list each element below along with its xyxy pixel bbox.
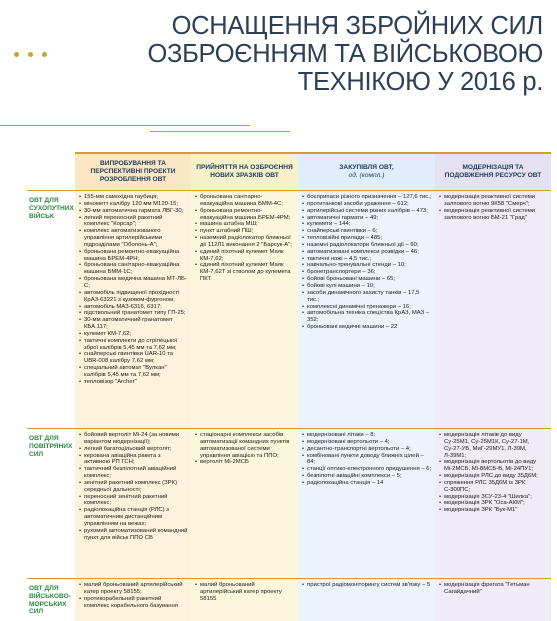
list-item: • радіолокаційна станція – 14 — [302, 480, 432, 487]
table-cell — [298, 190, 435, 428]
table-cell — [298, 578, 435, 621]
list-item: • автомобіль підвищеної прохідності КрАЗ-63221 з кузовом-фургоном; — [79, 290, 188, 304]
list-item: • малий броньований артилерійський катер проекту 58155 — [195, 582, 295, 603]
item-list — [439, 432, 548, 514]
list-item: • спряження РЛС 35Д6М із ЗРК С-300ПС; — [439, 480, 548, 494]
list-item: • 155-мм самохідна гаубиця; — [79, 194, 188, 201]
list-item: • бойові кулі машини – 10; — [302, 283, 432, 290]
list-item: • артилерійські системи різних калібрів – 473; — [302, 208, 432, 215]
list-item: • комплексні динамічні тренажери – 16; — [302, 304, 432, 311]
list-item: • тактичні ножі – 4,5 тис.; — [302, 256, 432, 263]
table-cell — [191, 578, 298, 621]
header-procurement-unit: од. (компл.) — [348, 172, 385, 179]
list-item: • кулемети – 144; — [302, 221, 432, 228]
list-item: • модернізовані літаки – 8; — [302, 432, 432, 439]
header-procurement — [298, 152, 435, 190]
item-list — [439, 582, 548, 596]
list-item: • пристрої радіомоніторингу систем зв'язку – 5 — [302, 582, 432, 589]
list-item: • мінометт калібру 120 мм М120-15; — [79, 201, 188, 208]
list-item: • тепловізор "Archer" — [79, 379, 188, 386]
header-testing-projects: ВИПРОБУВАННЯ ТА ПЕРСПЕКТИВНІ ПРОЕКТИ РОЗРОБЛЕННЯ ОВТ — [75, 152, 191, 190]
list-item: • станції оптико-електронного придушення – 6; — [302, 466, 432, 473]
list-item: • наземний радіолокатор ближньої дії 112Л1 виконання 2 "Барсук-А"; — [195, 235, 295, 249]
list-item: • комплекс автоматизованого управління артилерійськими підрозділами "Оболонь-А"; — [79, 228, 188, 249]
list-item: • броньована ремонтно-евакуаційна машина БРЕМ-4РМ; — [195, 208, 295, 222]
list-item: • тактичний безпілотний авіаційний комплекс; — [79, 466, 188, 480]
item-list — [195, 194, 295, 283]
table-cell — [75, 578, 191, 621]
table-cell — [435, 428, 551, 578]
list-item: • автоматизовані комплекси розвідки – 46; — [302, 249, 432, 256]
header-empty — [27, 152, 75, 190]
item-list — [79, 194, 188, 386]
list-item: • тактичні комплекти до стрілецької зброї калібрів 5,45 мм та 7,62 мм; — [79, 338, 188, 352]
item-list — [439, 194, 548, 221]
table-cell — [435, 190, 551, 428]
row-label: ОВТ ДЛЯ ПОВІТРЯНИХ СИЛ — [27, 428, 75, 578]
list-item: • десантно-транспортні вертольоти – 4; — [302, 446, 432, 453]
list-item: • снайперські гвинтівки – 6; — [302, 228, 432, 235]
list-item: • безпілотні авіаційні комплекси – 5; — [302, 473, 432, 480]
list-item: • броньована ремонтно-евакуаційна машина БРЕМ-4РН; — [79, 249, 188, 263]
title-line-3: ТЕХНІКОЮ У 2016 р. — [297, 68, 543, 96]
item-list — [195, 582, 295, 603]
header-adoption: ПРИЙНЯТТЯ НА ОЗБРОЄННЯ НОВИХ ЗРАЗКІВ ОВТ — [191, 152, 298, 190]
list-item: • пункт штабний ПШ; — [195, 228, 295, 235]
list-item: • модернізація літаків до виду Су-25М1, Су-25М1К, Су-27-1М, Су-27-УБ, МиГ-29МУ1, Л-39М, Л-39М1; — [439, 432, 548, 459]
list-item: • модернізація ЗРК "Оса-АКМ"; — [439, 500, 548, 507]
table-cell — [191, 428, 298, 578]
list-item: • комбіновані пункти доводу ближніх цілей – 84; — [302, 453, 432, 467]
header-modernization: МОДЕРНІЗАЦІЯ ТА ПОДОВЖЕННЯ РЕСУРСУ ОВТ — [435, 152, 551, 190]
list-item: • зенітний ракетний комплекс (ЗРК) середньої дальності; — [79, 480, 188, 494]
decorative-dot — [42, 52, 47, 57]
title-line-2: ОЗБРОЄННЯМ ТА ВІЙСЬКОВОЮ — [147, 40, 543, 68]
list-item: • модернізація реактивної системи залпового вогню БМ-21 "Град" — [439, 208, 548, 222]
list-item: • тепловізійні прилади – 485; — [302, 235, 432, 242]
title-line-1: ОСНАЩЕННЯ ЗБРОЙНИХ СИЛ — [171, 12, 543, 40]
list-item: • легкий багатоцільовий вертоліт; — [79, 446, 188, 453]
table-cell — [75, 190, 191, 428]
list-item: • автомобіль МАЗ-6316, 6317; — [79, 304, 188, 311]
list-item: • навчально-тренувальні стенди – 10; — [302, 262, 432, 269]
list-item: • малий броньований артилерійський катер проекту 58155; — [79, 582, 188, 596]
decorative-dot — [28, 52, 33, 57]
table-cell — [191, 190, 298, 428]
list-item: • модернізація ЗСУ-23-4 "Шилка"; — [439, 494, 548, 501]
item-list — [195, 432, 295, 466]
list-item: • броньована санітарно-евакуаційна машина БММ-4С; — [195, 194, 295, 208]
list-item: • бойові броньовані машини – 65; — [302, 276, 432, 283]
list-item: • бойовий вертоліт Мі-24 (за новими варіантом модернізації); — [79, 432, 188, 446]
list-item: • вертоліт Мі-2МСБ — [195, 459, 295, 466]
list-item: • модернізація ЗРК "Бук-М1" — [439, 507, 548, 514]
list-item: • модернізація реактивної системи залпового вогню 9К58 "Смерч"; — [439, 194, 548, 208]
list-item: • стаціонарні комплекси засобів автоматизації командних пунктів автоматизованої системи управління авіацією та ППО; — [195, 432, 295, 459]
decorative-dot — [14, 52, 19, 57]
list-item: • протитанкові засоби ураження – 612; — [302, 201, 432, 208]
list-item: • керована авіаційна ракета з активною РП ГСН; — [79, 453, 188, 467]
list-item: • протикорабельний ракетний комплекс корабельного базування — [79, 596, 188, 610]
list-item: • 30-мм автоматичний гранатомет КБА.117; — [79, 317, 188, 331]
decorative-line — [150, 131, 290, 132]
list-item: • снайперські гвинтівки UAR-10 та UBR-008 калібру 7,62 мм; — [79, 351, 188, 365]
list-item: • спеціальний автомат "Вулкан" калібрів 5,45 мм та 7,62 мм; — [79, 365, 188, 379]
list-item: • радіолокаційна станція (РЛС) з автоматичним дистанційним управлінням на вежах; — [79, 507, 188, 528]
list-item: • броньовані медичні машини – 22 — [302, 324, 432, 331]
list-item: • модернізація вертольотів до виду Мі-2МСБ, Мі-8МСБ-В, Мі-24ПУ1; — [439, 459, 548, 473]
list-item: • підствольний гранатомет типу ГП-25; — [79, 310, 188, 317]
equipment-table — [27, 152, 551, 616]
list-item: • машина штабна МШ; — [195, 221, 295, 228]
list-item: • модернізовані вертольоти – 4; — [302, 439, 432, 446]
list-item: • засоби динамічного захисту танків – 17,5 тис.; — [302, 290, 432, 304]
list-item: • кулемет КМ-7,62; — [79, 331, 188, 338]
list-item: • легкий переносний ракетний комплекс "Корсар"; — [79, 215, 188, 229]
list-item: • переносний зенітний ракетний комплекс; — [79, 494, 188, 508]
item-list — [302, 582, 432, 589]
item-list — [79, 582, 188, 609]
list-item: • боєприпаси різного призначення – 127,6 тис.; — [302, 194, 432, 201]
list-item: • броньована медична машина МТ-ЛБ-С; — [79, 276, 188, 290]
list-item: • модернізація фрегата "Гетьман Сагайдачний" — [439, 582, 548, 596]
row-label: ОВТ ДЛЯ ВІЙСЬКОВО-МОРСЬКИХ СИЛ — [27, 578, 75, 621]
list-item: • єдиний піхотний кулемет Маяк КМ-7,62; — [195, 249, 295, 263]
decorative-line — [0, 125, 250, 126]
list-item: • єдиний піхотний кулемет Маяк КМ-7,62Т зі стволом до кулемета ПКТ — [195, 262, 295, 283]
list-item: • 30-мм автоматична гармата ЛВГ-30; — [79, 208, 188, 215]
row-label: ОВТ ДЛЯ СУХОПУТНИХ ВІЙСЬК — [27, 190, 75, 428]
item-list — [79, 432, 188, 542]
list-item: • наземні радіолокатори ближньої дії – 60; — [302, 242, 432, 249]
list-item: • модернізація РЛС до виду 35Д6М; — [439, 473, 548, 480]
list-item: • рухомий автоматизований командний пункт для військ ППО СВ — [79, 528, 188, 542]
list-item: • автомобільна техніка спеціства КрАЗ, МАЗ – 352; — [302, 310, 432, 324]
table-cell — [75, 428, 191, 578]
header-procurement-title: ЗАКУПІВЛЯ ОВТ, — [339, 164, 394, 172]
page-title — [143, 12, 543, 96]
list-item: • бронетранспортери – 36; — [302, 269, 432, 276]
table-cell — [435, 578, 551, 621]
table-cell — [298, 428, 435, 578]
list-item: • автоматичні гармати – 49; — [302, 215, 432, 222]
list-item: • броньована санітарно-евакуаційна машина БММ-1С; — [79, 262, 188, 276]
item-list — [302, 432, 432, 487]
item-list — [302, 194, 432, 331]
